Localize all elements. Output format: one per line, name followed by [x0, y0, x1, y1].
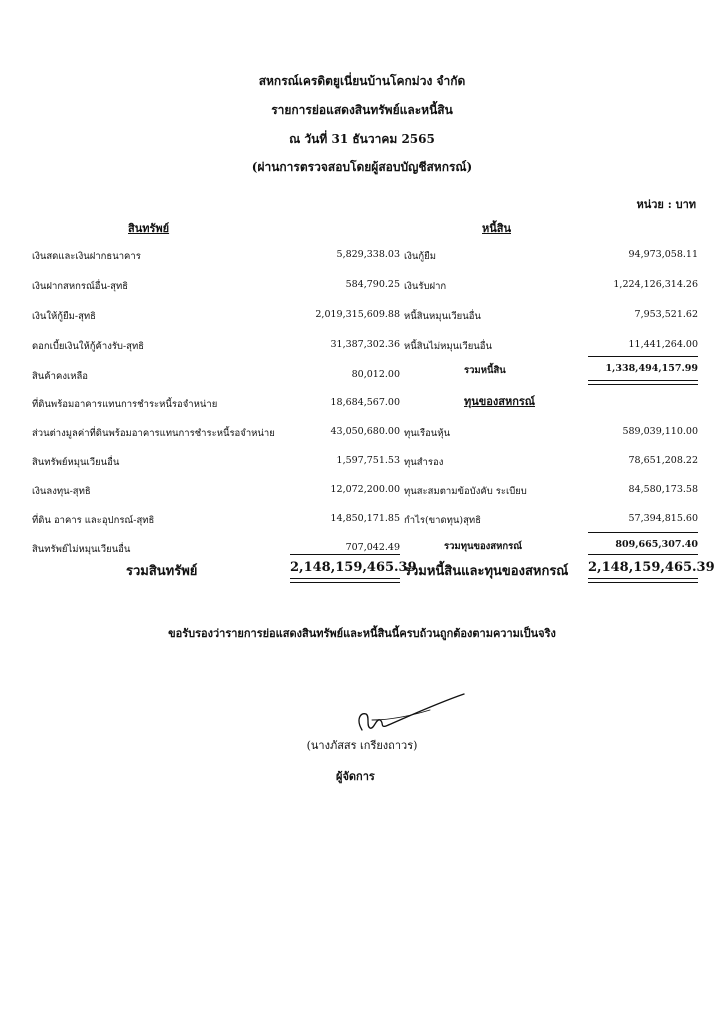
asset-amount: 707,042.49: [345, 542, 400, 553]
equity-label: ทุนสะสมตามข้อบังคับ ระเบียบ: [404, 486, 527, 497]
liability-label: เงินกู้ยืม: [404, 251, 436, 262]
equity-row: [404, 513, 698, 531]
subtotal-rule: [588, 532, 698, 533]
equity-label: ทุนเรือนหุ้น: [404, 428, 451, 439]
liability-label: เงินรับฝาก: [404, 281, 447, 292]
asset-amount: 43,050,680.00: [330, 426, 400, 437]
signatory-position: ผู้จัดการ: [336, 770, 375, 783]
equity-amount: 57,394,815.60: [628, 513, 698, 524]
liability-amount: 94,973,058.11: [628, 249, 698, 260]
equity-label: ทุนสำรอง: [404, 457, 444, 468]
audit-note: (ผ่านการตรวจสอบโดยผู้สอบบัญชีสหกรณ์): [251, 160, 473, 174]
asset-row: [32, 426, 400, 444]
grand-total-amount: 2,148,159,465.39: [588, 560, 715, 575]
asset-row: [32, 455, 400, 473]
liability-row: [404, 279, 698, 297]
asset-row: [32, 279, 400, 297]
assets-total-double-rule: [290, 578, 400, 583]
equity-subtotal-label: รวมทุนของสหกรณ์: [444, 541, 523, 552]
liabilities-heading: หนี้สิน: [482, 222, 512, 235]
asset-label: ที่ดินพร้อมอาคารแทนการชำระหนี้รอจำหน่าย: [32, 399, 218, 410]
grand-total-label: รวมหนี้สินและทุนของสหกรณ์: [404, 564, 569, 579]
asset-label: ที่ดิน อาคาร และอุปกรณ์-สุทธิ: [32, 515, 155, 526]
subtotal-rule: [588, 356, 698, 357]
liabilities-subtotal-amount: 1,338,494,157.99: [605, 363, 698, 374]
certification-statement: ขอรับรองว่ารายการย่อแสดงสินทรัพย์และหนี้สินนี้ครบถ้วนถูกต้องตามความเป็นจริง: [168, 627, 556, 640]
organization-name: สหกรณ์เครดิตยูเนี่ยนบ้านโคกม่วง จำกัด: [258, 74, 466, 88]
equity-amount: 78,651,208.22: [628, 455, 698, 466]
currency-unit: หน่วย : บาท: [636, 198, 696, 211]
double-rule: [588, 380, 698, 385]
assets-heading: สินทรัพย์: [128, 222, 170, 235]
liability-amount: 7,953,521.62: [634, 309, 698, 320]
asset-amount: 12,072,200.00: [330, 484, 400, 495]
asset-amount: 5,829,338.03: [336, 249, 400, 260]
equity-row: [404, 426, 698, 444]
asset-row: [32, 369, 400, 387]
asset-label: เงินลงทุน-สุทธิ: [32, 486, 91, 497]
asset-row: [32, 542, 400, 560]
asset-row: [32, 249, 400, 267]
asset-amount: 2,019,315,609.88: [315, 309, 400, 320]
asset-label: ส่วนต่างมูลค่าที่ดินพร้อมอาคารแทนการชำระหนี้รอจำหน่าย: [32, 428, 275, 439]
signatory-name: (นางภัสสร เกรียงถาวร): [306, 739, 418, 752]
asset-label: เงินฝากสหกรณ์อื่น-สุทธิ: [32, 281, 129, 292]
assets-total-top-rule: [290, 554, 400, 555]
equity-amount: 589,039,110.00: [622, 426, 698, 437]
signature-image: [350, 690, 470, 735]
assets-total-label: รวมสินทรัพย์: [126, 564, 198, 579]
asset-label: สินค้าคงเหลือ: [32, 371, 89, 382]
asset-row: [32, 397, 400, 415]
liabilities-subtotal-row: [404, 363, 698, 381]
asset-amount: 80,012.00: [351, 369, 400, 380]
assets-total-amount: 2,148,159,465.39: [290, 560, 417, 575]
document-title: รายการย่อแสดงสินทรัพย์และหนี้สิน: [271, 103, 453, 117]
asset-amount: 31,387,302.36: [330, 339, 400, 350]
equity-subtotal-amount: 809,665,307.40: [615, 539, 698, 550]
liability-row: [404, 339, 698, 357]
liabilities-subtotal-label: รวมหนี้สิน: [464, 365, 506, 376]
grand-total-double-rule: [588, 578, 698, 583]
liability-row: [404, 309, 698, 327]
equity-amount: 84,580,173.58: [628, 484, 698, 495]
grand-total-top-rule: [588, 554, 698, 555]
asset-label: สินทรัพย์หมุนเวียนอื่น: [32, 457, 120, 468]
equity-row: [404, 484, 698, 502]
liability-label: หนี้สินไม่หมุนเวียนอื่น: [404, 341, 492, 352]
asset-row: [32, 309, 400, 327]
asset-row: [32, 339, 400, 357]
asset-amount: 14,850,171.85: [330, 513, 400, 524]
asset-label: ดอกเบี้ยเงินให้กู้ค้างรับ-สุทธิ: [32, 341, 145, 352]
asset-amount: 18,684,567.00: [330, 397, 400, 408]
asset-amount: 1,597,751.53: [336, 455, 400, 466]
equity-label: กำไร(ขาดทุน)สุทธิ: [404, 515, 481, 526]
liability-label: หนี้สินหมุนเวียนอื่น: [404, 311, 481, 322]
liability-amount: 1,224,126,314.26: [613, 279, 698, 290]
asset-row: [32, 513, 400, 531]
liability-row: [404, 249, 698, 267]
equity-heading: ทุนของสหกรณ์: [464, 395, 536, 408]
asset-label: สินทรัพย์ไม่หมุนเวียนอื่น: [32, 544, 131, 555]
liability-amount: 11,441,264.00: [628, 339, 698, 350]
statement-date: ณ วันที่ 31 ธันวาคม 2565: [289, 132, 435, 146]
asset-amount: 584,790.25: [345, 279, 400, 290]
asset-row: [32, 484, 400, 502]
equity-row: [404, 455, 698, 473]
asset-label: เงินให้กู้ยืม-สุทธิ: [32, 311, 96, 322]
asset-label: เงินสดและเงินฝากธนาคาร: [32, 251, 141, 262]
